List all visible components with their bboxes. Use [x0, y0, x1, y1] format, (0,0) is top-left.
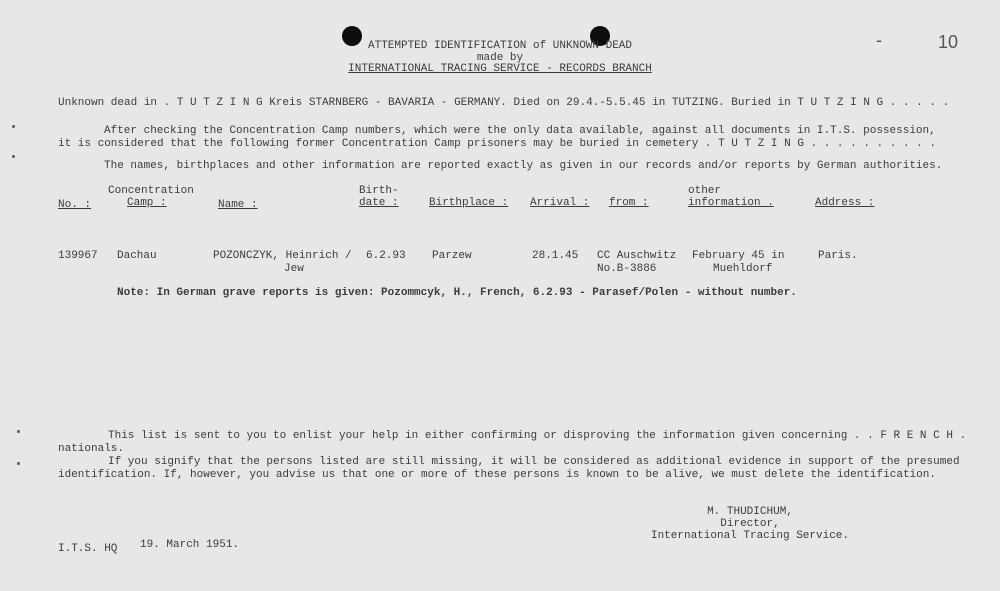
cell-from-number: No.B-3886 [597, 263, 657, 275]
cell-name-extra: Jew [284, 263, 304, 275]
cell-other-place: Muehldorf [713, 263, 773, 275]
footer-line-1: This list is sent to you to enlist your help in either confirming or disproving the information given concerning . . F R E N C H . [108, 430, 967, 442]
footer-line-3: If you signify that the persons listed are still missing, it will be considered as additional evidence in support of the presumed [108, 456, 960, 468]
col-header-camp: Camp : [127, 197, 167, 209]
footer-line-4: identification. If, however, you advise us that one or more of these persons is known to be alive, we must delete the identification. [58, 469, 936, 481]
col-header-no: No. : [58, 199, 92, 211]
col-header-from: from : [609, 197, 649, 209]
col-header-camp-top: Concentration [108, 185, 194, 197]
margin-mark [12, 125, 15, 128]
cell-address: Paris. [818, 250, 858, 262]
unknown-dead-line: Unknown dead in . T U T Z I N G Kreis STARNBERG - BAVARIA - GERMANY. Died on 29.4.-5.5.45 in TUTZING. Buried in T U T Z I N G . . . . . [58, 97, 950, 109]
paragraph-1-line-2: it is considered that the following former Concentration Camp prisoners may be buried in cemetery . T U T Z I N G . . . . . . . . . . [58, 138, 936, 150]
col-header-birthdate: date : [359, 197, 399, 209]
cell-other: February 45 in [692, 250, 785, 262]
paragraph-2: The names, birthplaces and other information are reported exactly as given in our records and/or reports by German authorities. [104, 160, 943, 172]
col-header-birthdate-top: Birth- [359, 185, 399, 197]
cell-from: CC Auschwitz [597, 250, 677, 262]
col-header-arrival: Arrival : [530, 197, 590, 209]
page-number: 10 [938, 32, 959, 52]
col-header-address: Address : [815, 197, 875, 209]
document-subtitle: made by [476, 52, 524, 64]
col-header-name: Name : [218, 199, 258, 211]
footer-line-2: nationals. [58, 443, 125, 455]
col-header-other: information . [688, 197, 774, 209]
margin-mark [17, 430, 20, 433]
cell-birthdate: 6.2.93 [366, 250, 406, 262]
margin-mark [17, 462, 20, 465]
place-label: I.T.S. HQ [58, 543, 118, 555]
cell-arrival: 28.1.45 [532, 250, 579, 262]
col-header-birthplace: Birthplace : [429, 197, 509, 209]
signatory-name: M. THUDICHUM, [707, 506, 793, 518]
col-header-other-top: other [688, 185, 722, 197]
document-title: ATTEMPTED IDENTIFICATION of UNKNOWN DEAD [367, 40, 633, 52]
cell-no: 139967 [58, 250, 98, 262]
document-date: 19. March 1951. [140, 539, 240, 551]
cell-camp: Dachau [117, 250, 157, 262]
paragraph-1-line-1: After checking the Concentration Camp numbers, which were the only data available, against all documents in I.T.S. possession, [104, 125, 936, 137]
note-line: Note: In German grave reports is given: Pozommcyk, H., French, 6.2.93 - Parasef/Polen - without number. [117, 287, 797, 299]
signatory-organization: International Tracing Service. [650, 530, 850, 542]
cell-birthplace: Parzew [432, 250, 472, 262]
margin-mark [12, 155, 15, 158]
signatory-title: Director, [720, 518, 780, 530]
page-mark: - [876, 30, 882, 50]
cell-name: POZONCZYK, Heinrich / [213, 250, 352, 262]
organization-header: INTERNATIONAL TRACING SERVICE - RECORDS BRANCH [348, 63, 652, 75]
